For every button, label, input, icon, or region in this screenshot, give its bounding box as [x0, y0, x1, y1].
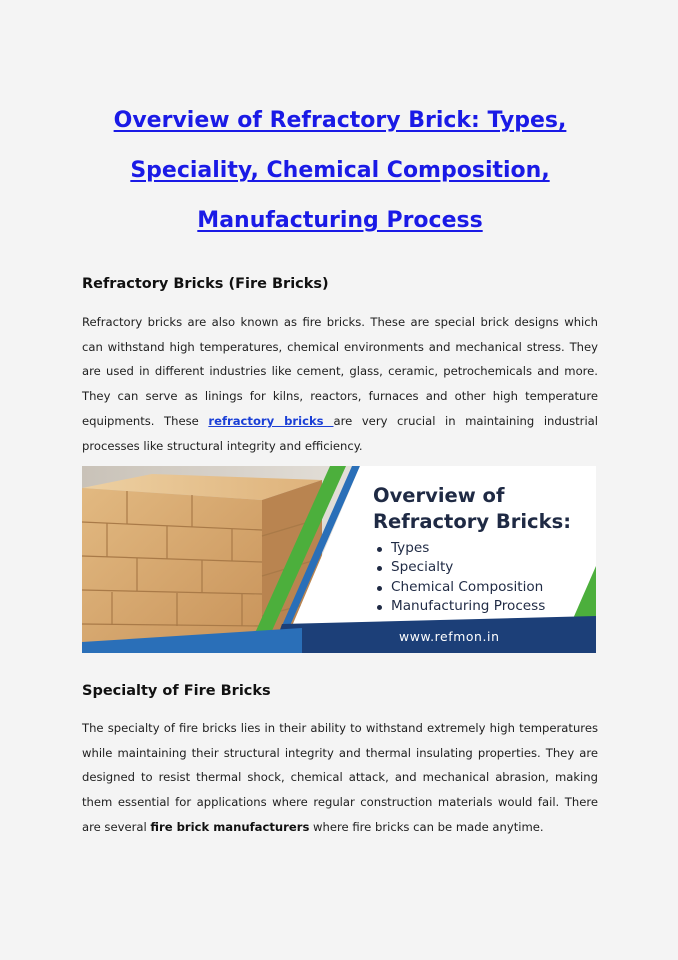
banner-topic-item: Types	[374, 539, 545, 558]
banner-topic-item: Chemical Composition	[374, 578, 545, 597]
overview-banner-image	[82, 466, 596, 653]
section-paragraph-refractory-bricks	[82, 310, 598, 458]
section-heading-specialty: Specialty of Fire Bricks	[82, 683, 271, 699]
paragraph-text: are very crucial in maintaining industrial processes like structural integrity and efficiency.	[82, 413, 598, 453]
brick-stack-front	[82, 488, 262, 653]
banner-title-line2: Refractory Bricks:	[373, 510, 571, 533]
page-title	[82, 96, 598, 246]
paragraph-text: The specialty of fire bricks lies in their ability to withstand extremely high temperatures while maintaining their structural integrity and thermal insulating properties. They are designed to resist thermal shock, chemical attack, and mechanical abrasion, making them essential for applications where regular construction materials would fail. There are several	[82, 721, 598, 834]
title-link-line1[interactable]: Overview of Refractory Brick: Types,	[113, 108, 567, 133]
banner-topic-item: Manufacturing Process	[374, 597, 545, 616]
paragraph-text: where fire bricks can be made anytime.	[309, 819, 544, 834]
fire-brick-manufacturers-text: fire brick manufacturers	[150, 819, 310, 834]
paragraph-text: Refractory bricks are also known as fire bricks. These are special brick designs which can withstand high temperatures, chemical environments and mechanical stress. They are used in different industries like cement, glass, ceramic, petrochemicals and more. They can serve as linings for kilns, reactors, furnaces and other high temperature equipments. These	[82, 315, 598, 428]
refractory-bricks-link[interactable]: refractory bricks	[208, 413, 334, 428]
section-heading-refractory-bricks: Refractory Bricks (Fire Bricks)	[82, 276, 329, 292]
title-link-line3[interactable]: Manufacturing Process	[197, 208, 483, 233]
banner-website-url: www.refmon.in	[399, 629, 500, 644]
banner-topic-item: Specialty	[374, 558, 545, 577]
section-paragraph-specialty	[82, 716, 598, 840]
title-link-line2[interactable]: Speciality, Chemical Composition,	[130, 158, 550, 183]
banner-title	[373, 483, 593, 535]
banner-title-line1: Overview of	[373, 484, 505, 507]
banner-topic-list	[374, 539, 545, 617]
